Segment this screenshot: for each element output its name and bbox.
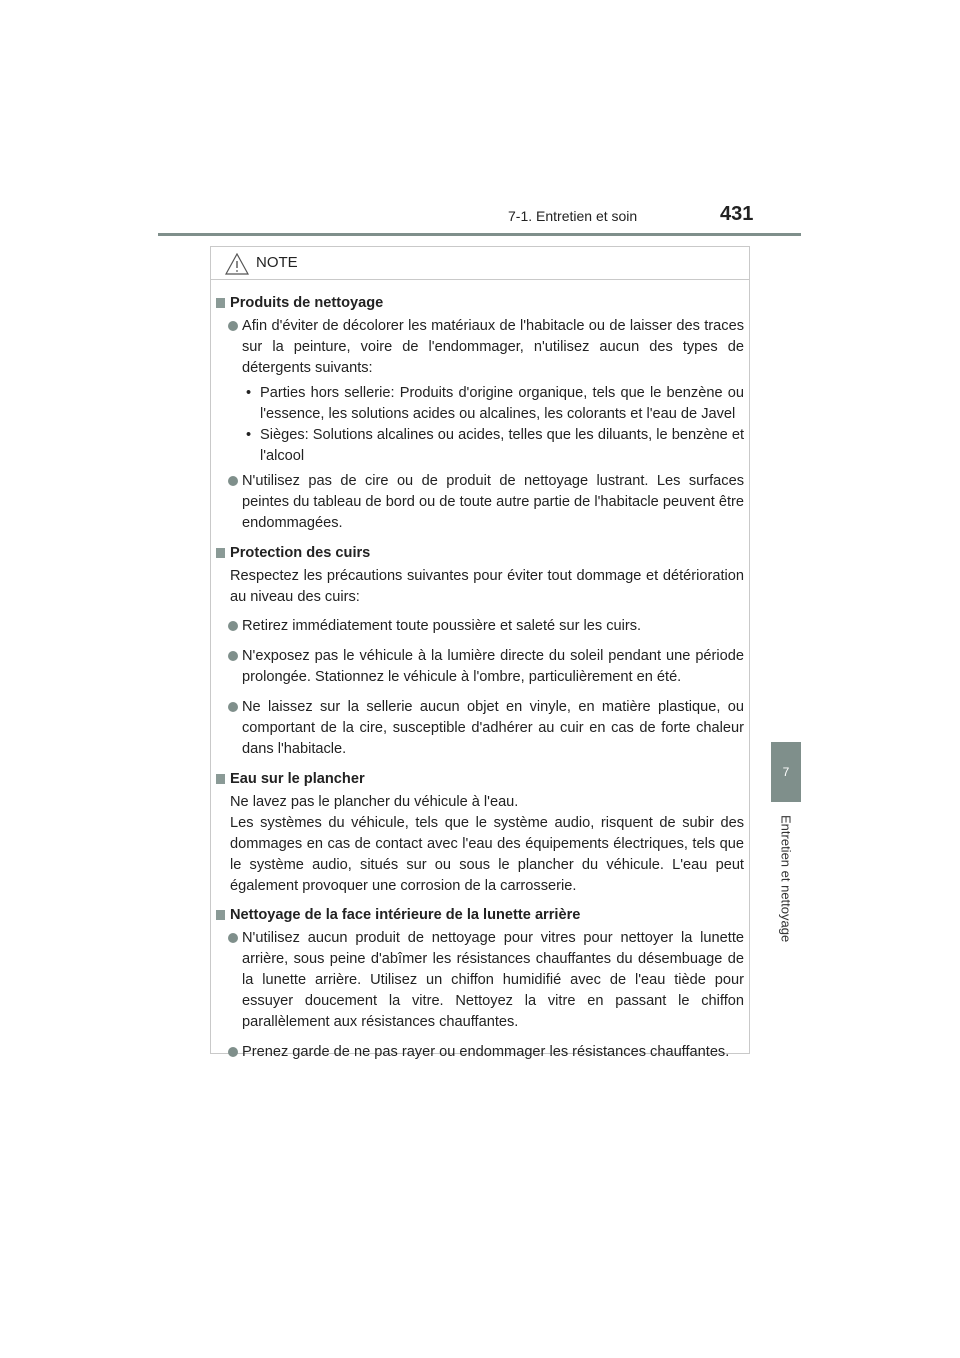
square-bullet-icon: [216, 910, 225, 920]
circle-bullet-icon: [228, 933, 238, 943]
list-item: N'utilisez aucun produit de nettoyage pour vitres pour nettoyer la lunette arrière, sous peine d'abîmer les résistances chauffantes du désembuage de la lunette arrière. Utilisez un chiffon humidifié avec de l'eau tiède pour essuyer doucement la vitre. Nettoyez la vitre en passant le chiffon parallèlement aux résistances chauffantes.: [216, 928, 744, 1033]
paragraph: Les systèmes du véhicule, tels que le système audio, risquent de subir des dommages en cas de contact avec l'eau des équipements électriques, tels que le système audio, situés sur ou sous le plancher du véhicule. L'eau peut également provoquer une corrosion de la carrosserie.: [230, 815, 744, 894]
circle-bullet-icon: [228, 702, 238, 712]
circle-bullet-icon: [228, 621, 238, 631]
circle-bullet-icon: [228, 1047, 238, 1057]
list-item: Afin d'éviter de décolorer les matériaux de l'habitacle ou de laisser des traces sur la peinture, voire de l'endommager, n'utilisez aucun des types de détergents suivants:: [216, 316, 744, 379]
section-heading: Eau sur le plancher: [216, 769, 744, 790]
section-heading: Nettoyage de la face intérieure de la lunette arrière: [216, 905, 744, 926]
chapter-number: 7: [782, 765, 790, 779]
section-heading: Produits de nettoyage: [216, 293, 744, 314]
circle-bullet-icon: [228, 651, 238, 661]
square-bullet-icon: [216, 298, 225, 308]
circle-bullet-icon: [228, 321, 238, 331]
note-header: [211, 247, 749, 280]
sub-list-item: • Sièges: Solutions alcalines ou acides, telles que les diluants, le benzène et l'alcool: [246, 427, 744, 464]
page-number: 431: [720, 203, 754, 225]
sub-list-item: • Parties hors sellerie: Produits d'origine organique, tels que le benzène ou l'essence, les solutions acides ou alcalines, les colorants et l'eau de Javel: [246, 385, 744, 422]
warning-triangle-icon: [225, 253, 249, 275]
paragraph: Respectez les précautions suivantes pour éviter tout dommage et détérioration au niveau des cuirs:: [230, 568, 744, 605]
paragraph: Ne lavez pas le plancher du véhicule à l'eau.: [230, 794, 519, 810]
list-item: Prenez garde de ne pas rayer ou endommager les résistances chauffantes.: [216, 1042, 744, 1063]
chapter-tab: [771, 742, 801, 802]
note-body: [216, 289, 744, 1072]
circle-bullet-icon: [228, 476, 238, 486]
list-item: N'exposez pas le véhicule à la lumière directe du soleil pendant une période prolongée. Stationnez le véhicule à l'ombre, particulièrement en été.: [216, 646, 744, 688]
square-bullet-icon: [216, 774, 225, 784]
section-heading: Protection des cuirs: [216, 543, 744, 564]
list-item: N'utilisez pas de cire ou de produit de nettoyage lustrant. Les surfaces peintes du tableau de bord ou de toute autre partie de l'habitacle peuvent être endommagées.: [216, 471, 744, 534]
header-divider: [158, 233, 801, 236]
note-box: [210, 246, 750, 1060]
chapter-title: Entretien et nettoyage: [778, 815, 794, 943]
square-bullet-icon: [216, 548, 225, 558]
list-item: Retirez immédiatement toute poussière et saleté sur les cuirs.: [216, 616, 744, 637]
list-item: Ne laissez sur la sellerie aucun objet en vinyle, en matière plastique, ou comportant de la cire, susceptible d'adhérer au cuir en cas de forte chaleur dans l'habitacle.: [216, 697, 744, 760]
chapter-side-title: [772, 805, 800, 953]
note-label: NOTE: [256, 254, 298, 271]
section-title: 7-1. Entretien et soin: [508, 208, 638, 224]
